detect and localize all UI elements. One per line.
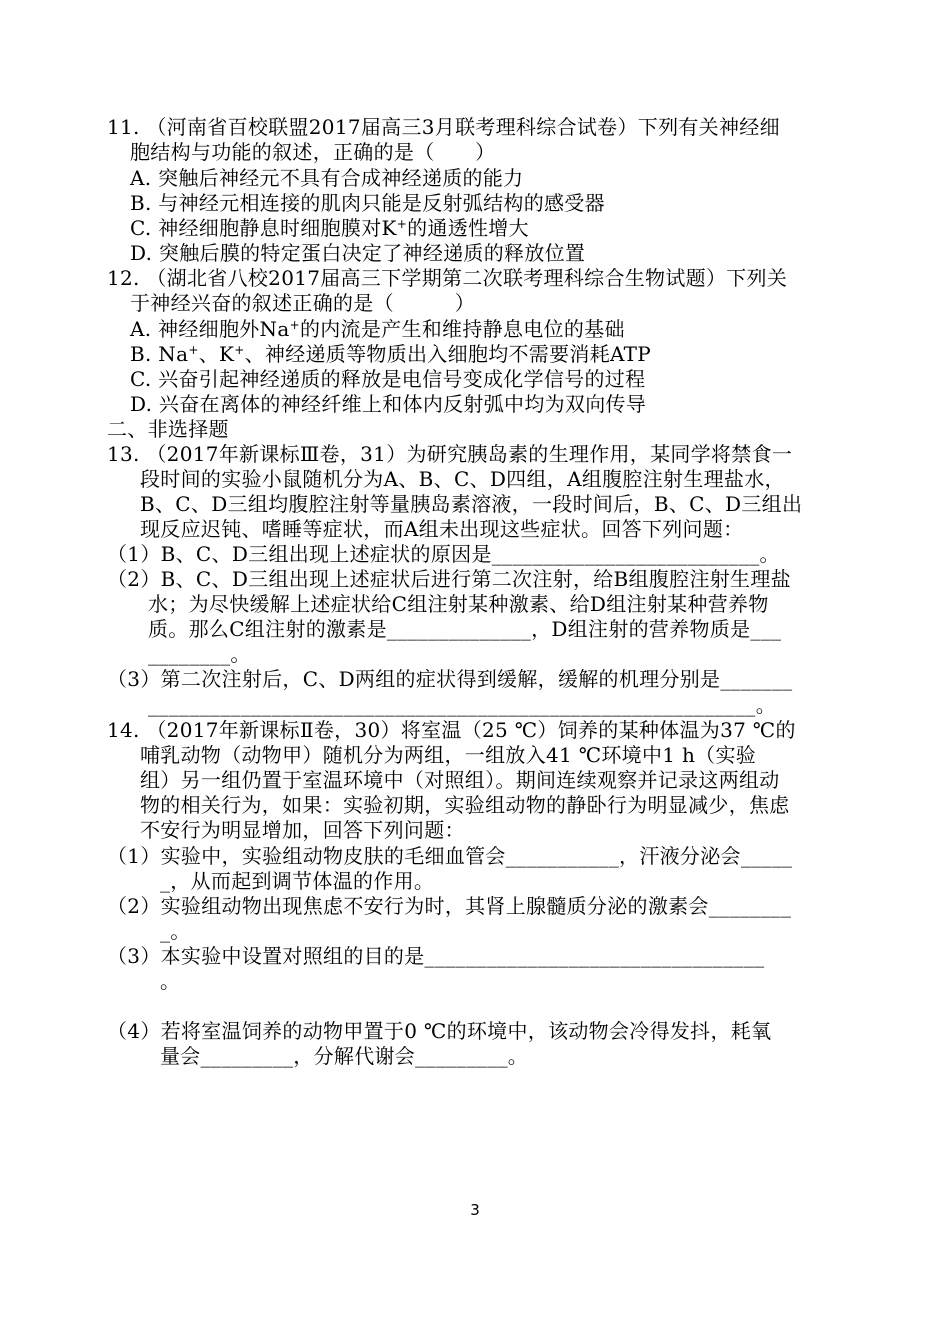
q12-option-c: C. 兴奋引起神经递质的释放是电信号变成化学信号的过程 [130, 367, 646, 391]
q11-option-c-text-end: 的通透性增大 [407, 216, 529, 240]
superscript-plus: + [289, 318, 300, 332]
q14-stem-line2: 哺乳动物（动物甲）随机分为两组，一组放入41 ℃环境中1 h（实验 [140, 743, 757, 767]
q11-option-d: D. 突触后膜的特定蛋白决定了神经递质的释放位置 [130, 241, 586, 265]
superscript-plus: + [234, 343, 245, 357]
q12-option-b-text-mid: 、K [198, 342, 235, 366]
q11-option-c [130, 215, 529, 241]
superscript-plus: + [396, 217, 408, 231]
q14-stem-line5: 不安行为明显增加，回答下列问题： [140, 818, 465, 842]
q11-option-a: A. 突触后神经元不具有合成神经递质的能力 [130, 166, 524, 190]
q13-stem-line3: B、C、D三组均腹腔注射等量胰岛素溶液，一段时间后，B、C、D三组出 [140, 492, 803, 516]
q14-stem-line4: 物的相关行为，如果：实验初期，实验组动物的静卧行为明显减少，焦虑 [140, 793, 790, 817]
q13-stem-line1: 13. （2017年新课标Ⅲ卷，31）为研究胰岛素的生理作用，某同学将禁食一 [107, 442, 793, 466]
page-number: 3 [470, 1201, 480, 1219]
q13-part2-line3: 质。那么C组注射的激素是______________，D组注射的营养物质是___ [148, 617, 782, 641]
q12-option-a-text-end: 的内流是产生和维持静息电位的基础 [299, 317, 625, 341]
q11-stem-line2: 胞结构与功能的叙述，正确的是（ ） [130, 140, 496, 164]
q12-stem-line1: 12. （湖北省八校2017届高三下学期第二次联考理科综合生物试题）下列关 [107, 266, 788, 290]
q12-option-a-text: A. 神经细胞外Na [130, 317, 290, 341]
q13-part3-line2: ___________________________________________________________。 [148, 693, 776, 717]
q13-stem-line2: 段时间的实验小鼠随机分为A、B、C、D四组，A组腹腔注射生理盐水， [140, 467, 785, 491]
q14-part3-line2: 。 [160, 969, 181, 993]
q13-stem-line4: 现反应迟钝、嗜睡等症状，而A组未出现这些症状。回答下列问题： [140, 517, 744, 541]
q12-option-b-text-end: 、神经递质等物质出入细胞均不需要消耗ATP [244, 342, 652, 366]
q13-part2-line2: 水；为尽快缓解上述症状给C组注射某种激素、给D组注射某种营养物 [148, 592, 769, 616]
q14-part1-line2: _，从而起到调节体温的作用。 [160, 869, 435, 893]
q13-part3-line1: （3）第二次注射后，C、D两组的症状得到缓解，缓解的机理分别是_______ [107, 667, 793, 691]
q14-part3-line1: （3）本实验中设置对照组的目的是_________________________________ [107, 944, 765, 968]
q14-part2-line1: （2）实验组动物出现焦虑不安行为时，其肾上腺髓质分泌的激素会________ [107, 894, 792, 918]
q12-option-d: D. 兴奋在离体的神经纤维上和体内反射弧中均为双向传导 [130, 392, 647, 416]
q14-part2-line2: _。 [160, 919, 191, 943]
q12-option-b-text: B. Na [130, 342, 189, 366]
section-title: 二、非选择题 [107, 417, 229, 441]
q14-stem-line3: 组）另一组仍置于室温环境中（对照组）。期间连续观察并记录这两组动 [140, 768, 780, 792]
q14-part4-line2: 量会_________，分解代谢会_________。 [160, 1044, 529, 1068]
q12-option-b [130, 341, 651, 367]
q11-option-c-text: C. 神经细胞静息时细胞膜对K [130, 216, 397, 240]
q14-stem-line1: 14. （2017年新课标Ⅱ卷，30）将室温（25 ℃）饲养的某种体温为37 ℃的 [107, 718, 796, 742]
q11-option-b: B. 与神经元相连接的肌肉只能是反射弧结构的感受器 [130, 191, 605, 215]
q12-option-a [130, 316, 625, 342]
q13-part2-line4: ________。 [148, 642, 251, 666]
q13-part1: （1）B、C、D三组出现上述症状的原因是__________________________。 [107, 542, 780, 566]
q12-stem-line2: 于神经兴奋的叙述正确的是（ ） [130, 291, 476, 315]
q13-part2-line1: （2）B、C、D三组出现上述症状后进行第二次注射，给B组腹腔注射生理盐 [107, 567, 791, 591]
q14-part1-line1: （1）实验中，实验组动物皮肤的毛细血管会___________，汗液分泌会_____ [107, 844, 793, 868]
q14-part4-line1: （4）若将室温饲养的动物甲置于0 ℃的环境中，该动物会冷得发抖，耗氧 [107, 1019, 772, 1043]
q11-stem-line1: 11. （河南省百校联盟2017届高三3月联考理科综合试卷）下列有关神经细 [107, 115, 780, 139]
superscript-plus: + [188, 343, 199, 357]
